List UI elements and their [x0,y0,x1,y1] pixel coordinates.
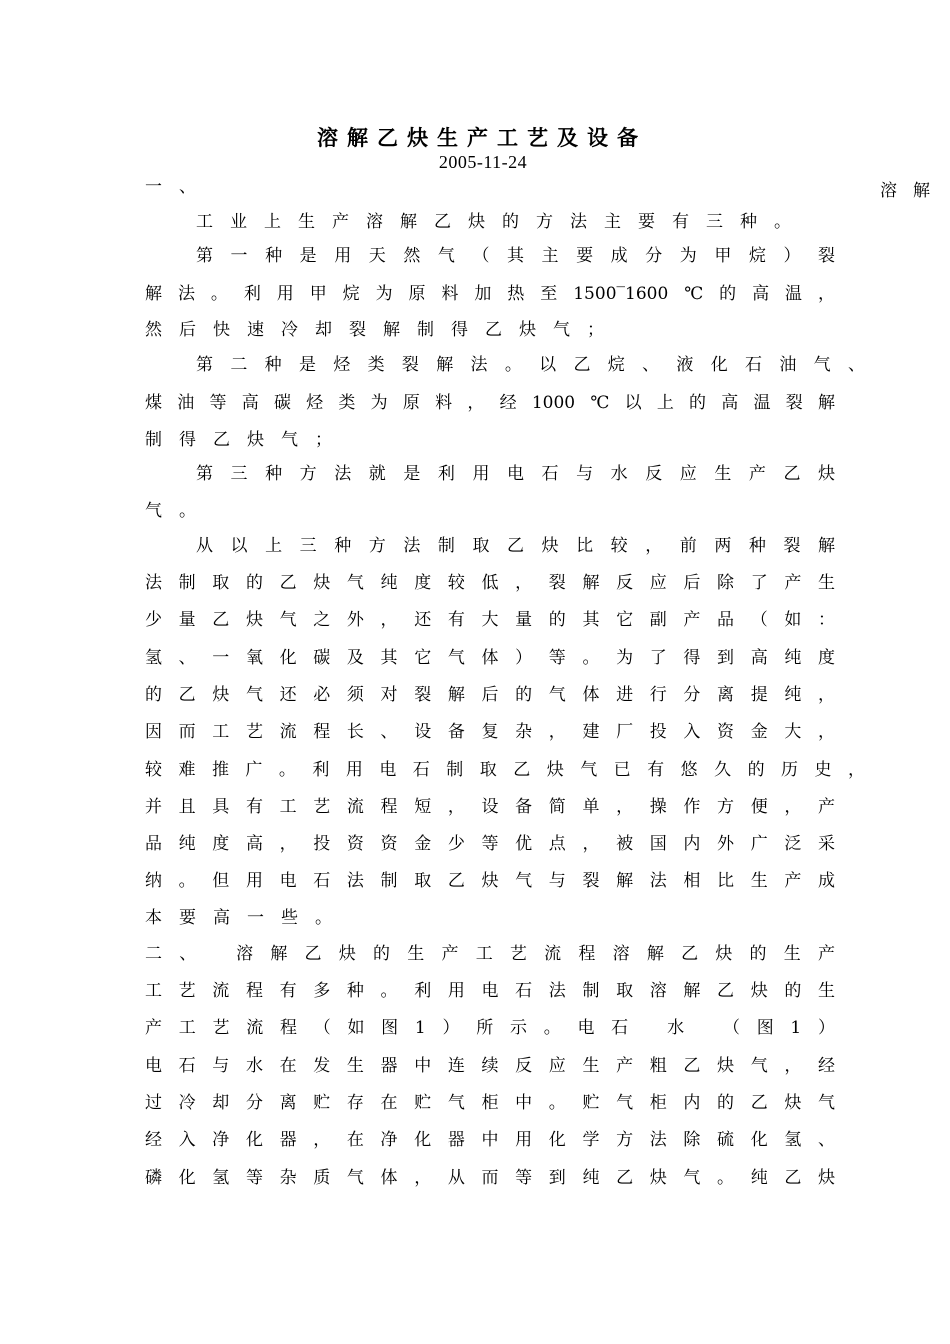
paragraph-line: 解法。利用甲烷为原料加热至1500‾1600℃的高温， [145,284,835,304]
paragraph-line: 品纯度高，投资资金少等优点，被国内外广泛采 [145,834,835,854]
document-title: 溶解乙炔生产工艺及设备 [317,125,647,150]
paragraph-line: 产工艺流程（如图1）所示。电石 水 （图1） [145,1018,835,1038]
section-heading-two: 二、 溶解乙炔的生产工艺流程溶解乙炔的生产 [145,944,835,964]
paragraph-line: 磷化氢等杂质气体，从而等到纯乙炔气。纯乙炔 [145,1168,835,1188]
paragraph-line: 从以上三种方法制取乙炔比较，前两种裂解 [196,536,835,556]
paragraph-line: 氢、一氧化碳及其它气体）等。为了得到高纯度 [145,648,835,668]
paragraph-line: 第三种方法就是利用电石与水反应生产乙炔 [196,464,835,484]
paragraph-line: 工业上生产溶解乙炔的方法主要有三种。 [196,212,808,232]
paragraph-line: 然后快速冷却裂解制得乙炔气； [145,320,621,340]
paragraph-line: 过冷却分离贮存在贮气柜中。贮气柜内的乙炔气 [145,1093,835,1113]
document-date: 2005-11-24 [438,152,528,172]
paragraph-line: 纳。但用电石法制取乙炔气与裂解法相比生产成 [145,871,835,891]
paragraph-line: 电石与水在发生器中连续反应生产粗乙炔气，经 [145,1056,835,1076]
paragraph-line: 的乙炔气还必须对裂解后的气体进行分离提纯， [145,685,835,705]
paragraph-line: 经入净化器，在净化器中用化学方法除硫化氢、 [145,1130,835,1150]
paragraph-line: 气。 [145,501,213,521]
overflow-text: 溶解 [880,181,946,201]
paragraph-line: 煤油等高碳烃类为原料，经1000℃以上的高温裂解 [145,393,835,413]
paragraph-line: 法制取的乙炔气纯度较低，裂解反应后除了产生 [145,573,835,593]
paragraph-line: 因而工艺流程长、设备复杂，建厂投入资金大， [145,722,835,742]
paragraph-line: 第一种是用天然气（其主要成分为甲烷）裂 [196,246,835,266]
paragraph-line: 少量乙炔气之外，还有大量的其它副产品（如： [145,610,835,630]
paragraph-line: 较难推广。利用电石制取乙炔气已有悠久的历史， [145,760,865,780]
paragraph-line: 工艺流程有多种。利用电石法制取溶解乙炔的生 [145,981,835,1001]
paragraph-line: 第二种是烃类裂解法。以乙烷、液化石油气、 [196,355,865,375]
paragraph-line: 本要高一些。 [145,908,349,928]
paragraph-line: 并且具有工艺流程短，设备简单，操作方便，产 [145,797,835,817]
paragraph-line: 制得乙炔气； [145,430,349,450]
section-heading-one: 一、 [145,177,213,197]
